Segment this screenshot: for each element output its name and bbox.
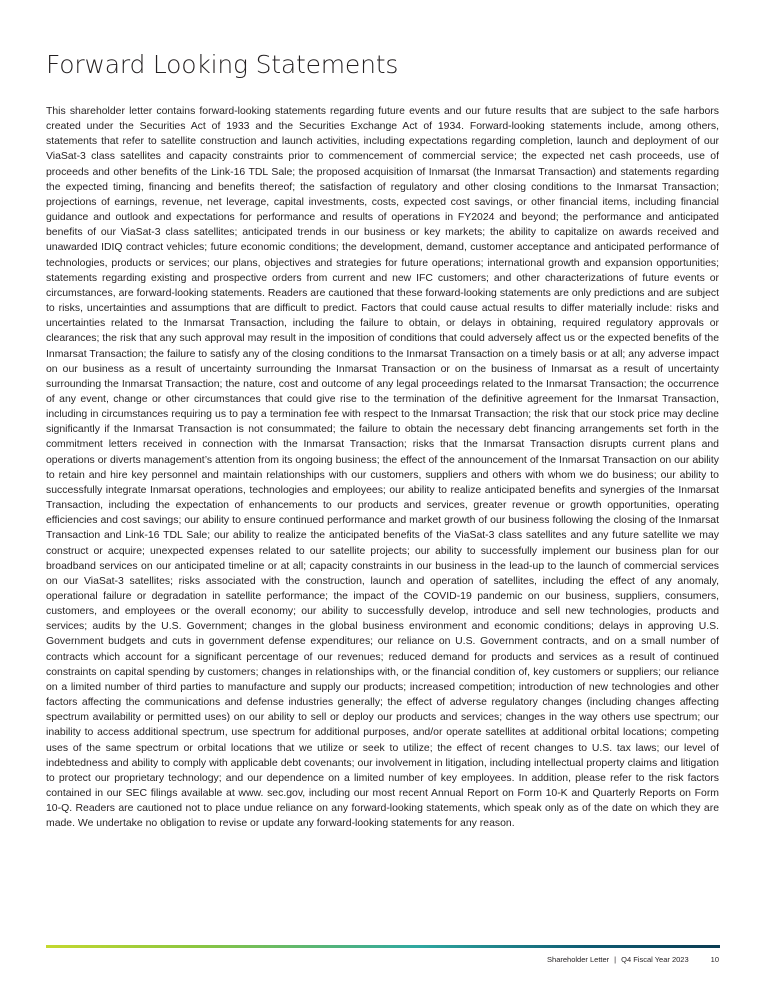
page-title: Forward Looking Statements: [46, 50, 399, 79]
footer-gradient-rule: [46, 945, 720, 948]
footer-document-label: Shareholder Letter: [547, 955, 610, 964]
page-footer: [547, 955, 719, 964]
page-number: 10: [710, 955, 719, 964]
footer-separator: |: [614, 955, 617, 964]
footer-period: Q4 Fiscal Year 2023: [621, 955, 689, 964]
forward-looking-statements-paragraph: This shareholder letter contains forward-looking statements regarding future events and our future results that are subject to the safe harbors created under the Securities Act of 1933 and the Securities Exchange Act of 1934. Forward-looking statements include, among others, statements that refer to satellite construction and launch activities, including expectations regarding completion, launch and deployment of our ViaSat-3 class satellites and capacity constraints prior to commencement of commercial service; the expected net cash proceeds, use of proceeds and other benefits of the Link-16 TDL Sale; the proposed acquisition of Inmarsat (the Inmarsat Transaction) and statements regarding the expected timing, financing and benefits thereof; the satisfaction of regulatory and other closing conditions to the Inmarsat Transaction; projections of earnings, revenue, net leverage, capital investments, costs, expected cost savings, or other financial items, including financial guidance and outlook and expectations for performance and results of operations in FY2024 and beyond; the performance and anticipated benefits of our ViaSat-3 class satellites; anticipated trends in our business or key markets; the ability to capitalize on awards received and unawarded IDIQ contract vehicles; future economic conditions; the development, demand, customer acceptance and anticipated performance of technologies, products or services; our plans, objectives and strategies for future operations; international growth and expansion opportunities; statements regarding existing and prospective orders from current and new IFC customers; and other characterizations of future events or circumstances, are forward-looking statements. Readers are cautioned that these forward-looking statements are only predictions and are subject to risks, uncertainties and assumptions that are difficult to predict. Factors that could cause actual results to differ materially include: risks and uncertainties related to the Inmarsat Transaction, including the failure to obtain, or delays in obtaining, required regulatory approvals or clearances; the risk that any such approval may result in the imposition of conditions that could adversely affect us or the expected benefits of the Inmarsat Transaction; the failure to satisfy any of the closing conditions to the Inmarsat Transaction on a timely basis or at all; any adverse impact on our business as a result of uncertainty surrounding the Inmarsat Transaction or on the business of Inmarsat as a result of uncertainty surrounding the Inmarsat Transaction; the nature, cost and outcome of any legal proceedings related to the Inmarsat Transaction; the occurrence of any event, change or other circumstances that could give rise to the termination of the definitive agreement for the Inmarsat Transaction, including in circumstances requiring us to pay a termination fee with respect to the Inmarsat Transaction; the risk that our stock price may decline significantly if the Inmarsat Transaction is not consummated; the failure to obtain the necessary debt financing arrangements set forth in the commitment letters received in connection with the Inmarsat Transaction; risks that the Inmarsat Transaction disrupts current plans and operations or diverts management’s attention from its ongoing business; the effect of the announcement of the Inmarsat Transaction on our ability to retain and hire key personnel and maintain relationships with our customers, suppliers and others with whom we do business; our ability to successfully integrate Inmarsat operations, technologies and employees; our ability to realize anticipated benefits and synergies of the Inmarsat Transaction, including the expectation of enhancements to our products and services, greater revenue or growth opportunities, operating efficiencies and cost savings; our ability to ensure continued performance and market growth of our business following the closing of the Inmarsat Transaction and Link-16 TDL Sale; our ability to realize the anticipated benefits of the ViaSat-3 class satellites and any future satellite we may construct or acquire; unexpected expenses related to our satellite projects; our ability to successfully implement our business plan for our broadband services on our anticipated timeline or at all; capacity constraints in our business in the lead-up to the launch of commercial services on our ViaSat-3 satellites; risks associated with the construction, launch and operation of satellites, including the effect of any anomaly, operational failure or degradation in satellite performance; the impact of the COVID-19 pandemic on our business, suppliers, consumers, customers, and employees or the overall economy; our ability to successfully develop, introduce and sell new technologies, products and services; audits by the U.S. Government; changes in the global business environment and economic conditions; delays in approving U.S. Government budgets and cuts in government defense expenditures; our reliance on U.S. Government contracts, and on a small number of contracts which account for a significant percentage of our revenues; reduced demand for products and services as a result of continued constraints on capital spending by customers; changes in relationships with, or the financial condition of, key customers or suppliers; our reliance on a limited number of third parties to manufacture and supply our products; increased competition; introduction of new technologies and other factors affecting the communications and defense industries generally; the effect of adverse regulatory changes (including changes affecting spectrum availability or permitted uses) on our ability to sell or deploy our products and services; changes in the way others use spectrum; our inability to access additional spectrum, use spectrum for additional purposes, and/or operate satellites at additional orbital locations; competing uses of the same spectrum or orbital locations that we utilize or seek to utilize; the effect of recent changes to U.S. tax laws; our level of indebtedness and ability to comply with applicable debt covenants; our involvement in litigation, including intellectual property claims and litigation to protect our proprietary technology; and our dependence on a limited number of key employees. In addition, please refer to the risk factors contained in our SEC filings available at www. sec.gov, including our most recent Annual Report on Form 10-K and Quarterly Reports on Form 10-Q. Readers are cautioned not to place undue reliance on any forward-looking statements, which speak only as of the date on which they are made. We undertake no obligation to revise or update any forward-looking statements for any reason.: [46, 106, 719, 830]
